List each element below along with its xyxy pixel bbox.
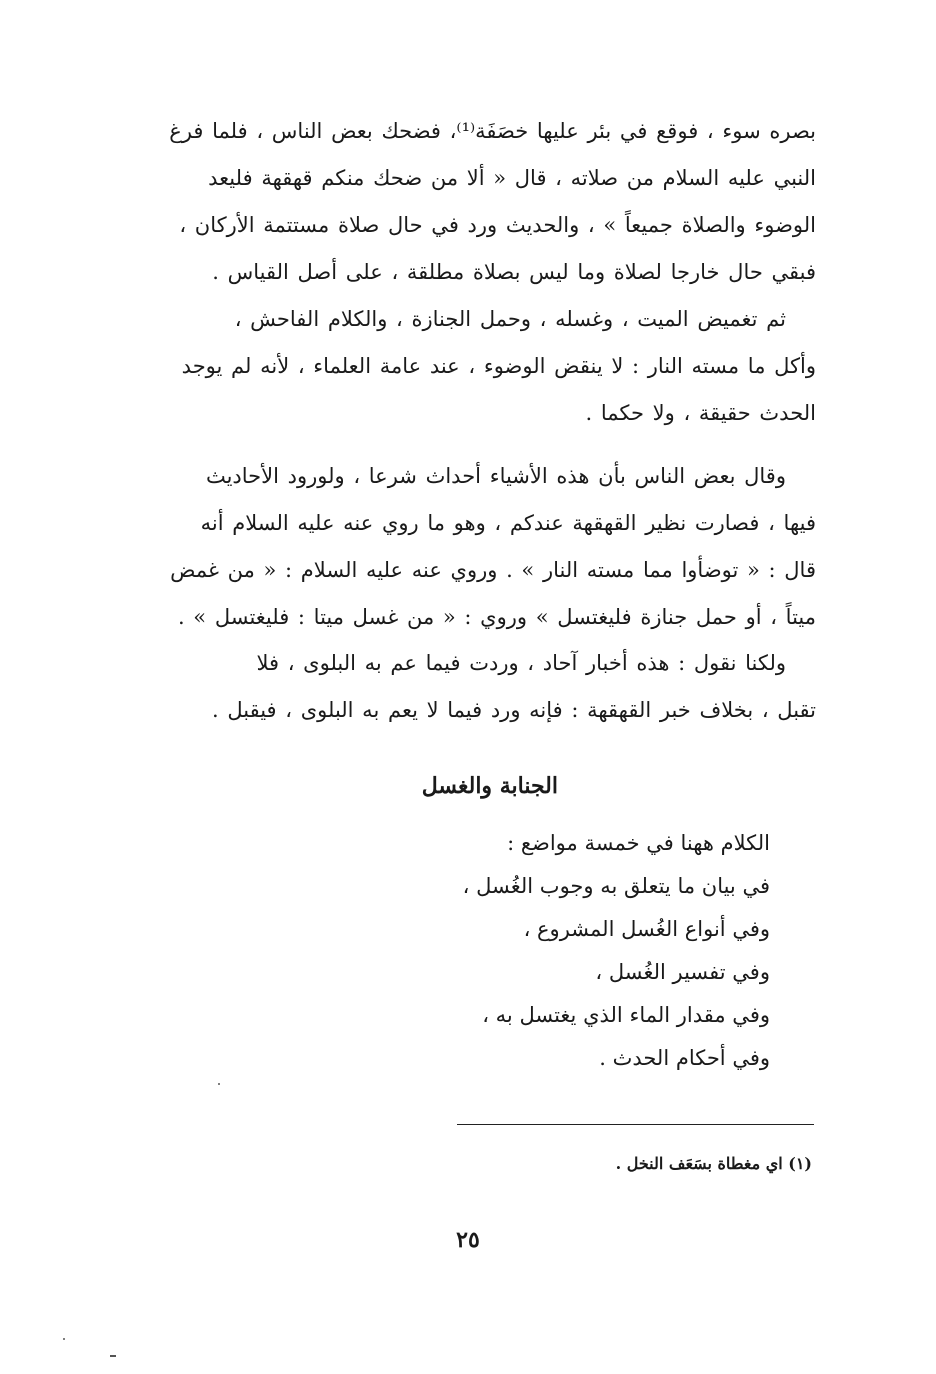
list-item: الكلام ههنا في خمسة مواضع : [507,831,770,855]
paragraph-line: ثم تغميض الميت ، وغسله ، وحمل الجنازة ، والكلام الفاحش ، [234,307,786,331]
paragraph-line: الوضوء والصلاة جميعاً » ، والحديث ورد في حال صلاة مستتمة الأركان ، [179,213,816,237]
section-heading: الجنابة والغسل [421,773,558,799]
paragraph-line: فيها ، فصارت نظير القهقهة عندكم ، وهو ما روي عنه عليه السلام أنه [200,511,816,535]
page-number: ٢٥ [456,1227,480,1253]
list-item: في بيان ما يتعلق به وجوب الغُسل ، [462,874,770,898]
footnote: (١) اي مغطاة بسَعَف النخل . [615,1154,812,1173]
paragraph-4 [160,640,816,734]
paragraph-line: وأكل ما مسته النار : لا ينقض الوضوء ، عند عامة العلماء ، لأنه لم يوجد [181,354,816,378]
footnote-divider [457,1124,814,1125]
list-item: وفي تفسير الغُسل ، [595,960,770,984]
list-item: وفي أنواع الغُسل المشروع ، [523,917,770,941]
paragraph-1 [160,108,816,296]
paragraph-2 [160,296,816,437]
paragraph-line: ولكنا نقول : هذه أخبار آحاد ، وردت فيما عم به البلوى ، فلا [256,651,786,675]
topics-list [350,822,770,1080]
paragraph-3 [160,453,816,641]
paragraph-line: بصره سوء ، فوقع في بئر عليها خصَفَة⁽¹⁾، فضحك بعض الناس ، فلما فرغ [169,119,816,143]
paragraph-line: تقبل ، بخلاف خبر القهقهة : فإنه ورد فيما لا يعم به البلوى ، فيقبل . [211,698,816,722]
paragraph-line: فبقي حال خارجا لصلاة وما ليس بصلاة مطلقة ، على أصل القياس . [212,260,816,284]
paragraph-line: الحدث حقيقة ، ولا حكما . [585,401,816,425]
paragraph-line: النبي عليه السلام من صلاته ، قال « ألا من ضحك منكم قهقهة فليعد [208,166,816,190]
paragraph-line: وقال بعض الناس بأن هذه الأشياء أحداث شرعا ، ولورود الأحاديث [205,464,786,488]
list-item: وفي أحكام الحدث . [599,1046,770,1070]
scan-speck [110,1355,116,1357]
list-item: وفي مقدار الماء الذي يغتسل به ، [482,1003,770,1027]
paragraph-line: قال : « توضأوا مما مسته النار » . وروي عنه عليه السلام : « من غمض [170,558,816,582]
scan-speck [218,1083,220,1085]
paragraph-line: ميتاً ، أو حمل جنازة فليغتسل » وروي : « من غسل ميتا : فليغتسل » . [177,605,816,629]
scan-speck [63,1338,65,1340]
